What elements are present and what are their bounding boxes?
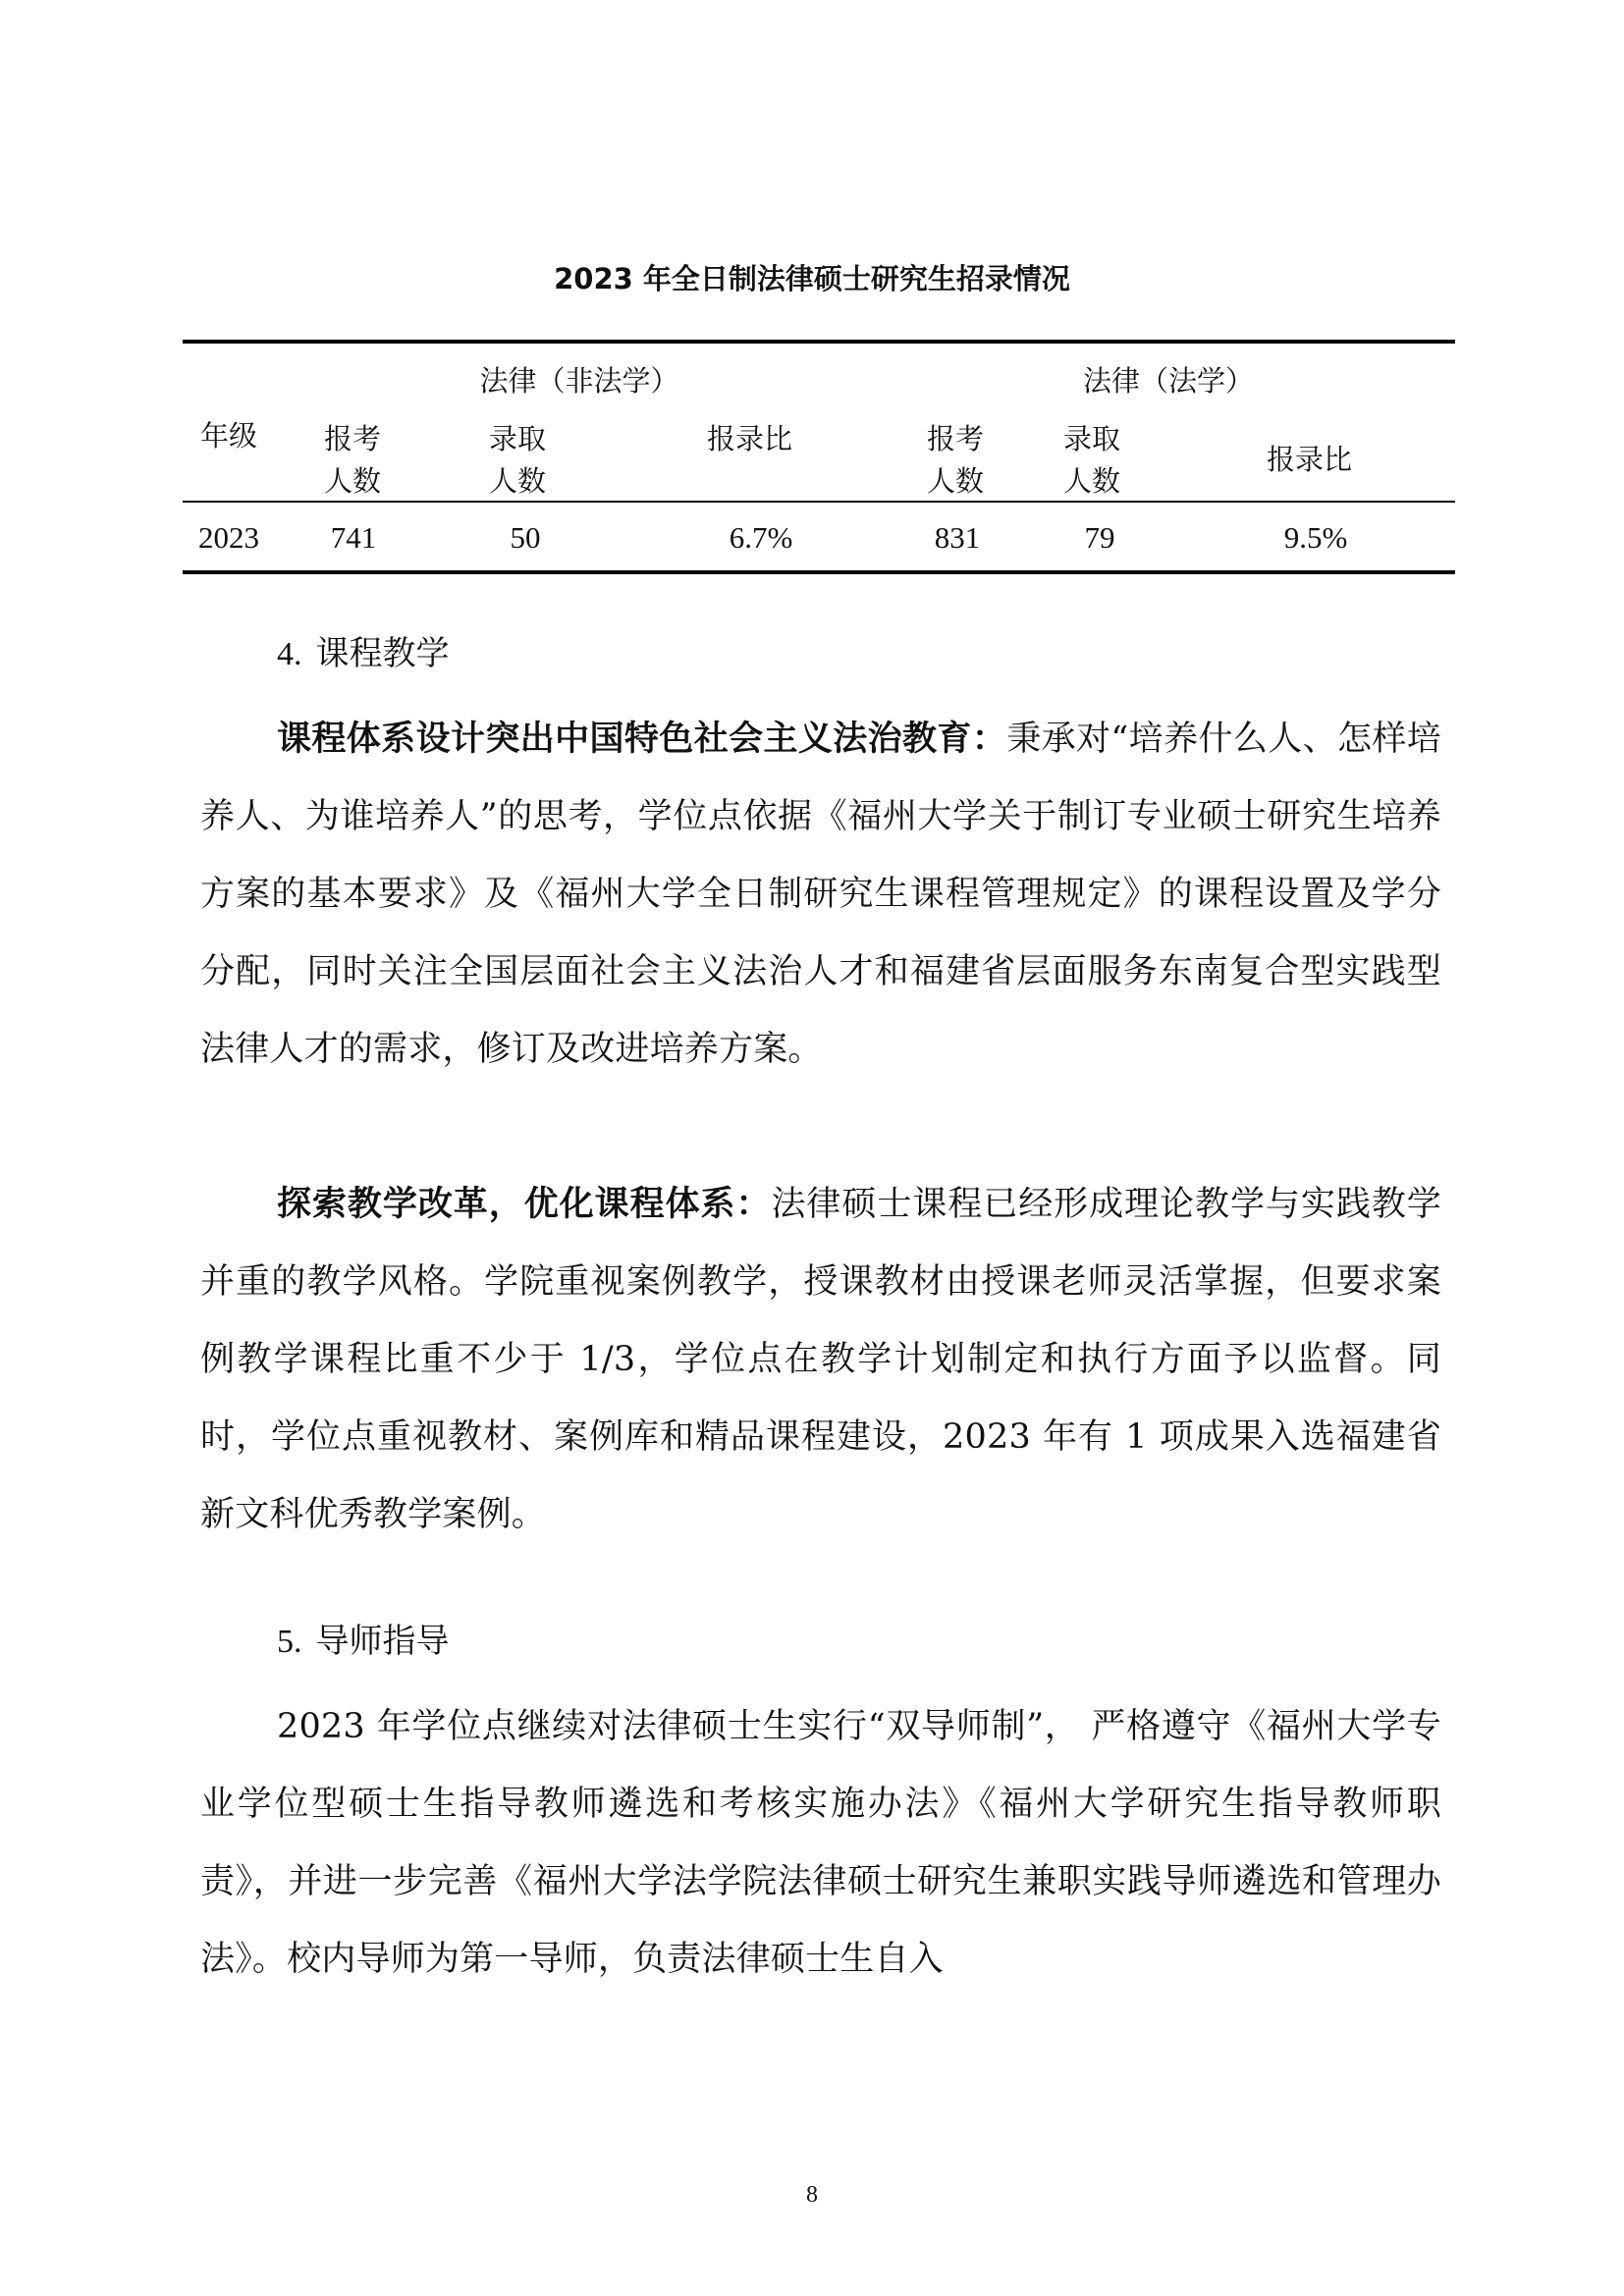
- table-bottom-rule: [183, 570, 1455, 574]
- header-law-applicants-1: 报考: [927, 422, 985, 455]
- cell-nonlaw-ratio: 6.7%: [729, 520, 793, 555]
- section-4-p1-text: 秉承对“培养什么人、怎样培养人、为谁培养人”的思考，学位点依据《福州大学关于制订专业硕士研究生培养方案的基本要求》及《福州大学全日制研究生课程管理规定》的课程设置及学分分配，同时关注全国层面社会主义法治人才和福建省层面服务东南复合型实践型法律人才的需求，修订及改进培养方案。: [200, 720, 1442, 1069]
- cell-nonlaw-applicants: 741: [330, 520, 377, 555]
- section-4-paragraph-1: [200, 701, 1441, 1089]
- header-nonlaw-admitted-1: 录取: [489, 422, 547, 455]
- header-law-admitted-2: 人数: [1063, 464, 1121, 498]
- table-header-rule: [183, 501, 1455, 503]
- section-5-number: 5.: [277, 1624, 302, 1660]
- section-4-heading: [277, 626, 450, 674]
- section-4-p2-lead: 探索教学改革，优化课程体系：: [277, 1185, 772, 1224]
- table-top-rule: [183, 340, 1455, 344]
- section-4-number: 4.: [277, 636, 302, 672]
- section-5-paragraph-1: [200, 1688, 1441, 1999]
- section-5-p1-text: 2023 年学位点继续对法律硕士生实行“双导师制”， 严格遵守《福州大学专业学位型硕士生指导教师遴选和考核实施办法》《福州大学研究生指导教师职责》，并进一步完善《福州大学法学院法律硕士研究生兼职实践导师遴选和管理办法》。校内导师为第一导师，负责法律硕士生自入: [200, 1707, 1441, 1979]
- cell-nonlaw-admitted: 50: [510, 520, 541, 555]
- section-5-heading: [277, 1614, 450, 1662]
- header-law-ratio: 报录比: [1267, 443, 1353, 476]
- group-header-nonlaw: 法律（非法学）: [479, 364, 679, 398]
- header-nonlaw-applicants-1: 报考: [324, 422, 382, 455]
- table-caption: 2023 年全日制法律硕士研究生招录情况: [554, 262, 1070, 295]
- page-number: 8: [806, 2182, 818, 2208]
- section-4-p2-text: 法律硕士课程已经形成理论教学与实践教学并重的教学风格。学院重视案例教学，授课教材由授课老师灵活掌握，但要求案例教学课程比重不少于 1/3，学位点在教学计划制定和执行方面予以监督。同时，学位点重视教材、案例库和精品课程建设，2023 年有 1 项成果入选福建省新文科优秀教学案例。: [200, 1185, 1441, 1534]
- cell-law-admitted: 79: [1084, 520, 1115, 555]
- section-4-paragraph-2: [200, 1166, 1441, 1554]
- group-header-law: 法律（法学）: [1082, 364, 1254, 398]
- header-nonlaw-ratio: 报录比: [707, 422, 793, 455]
- header-law-admitted-1: 录取: [1063, 422, 1121, 455]
- section-4-p1-lead: 课程体系设计突出中国特色社会主义法治教育：: [277, 720, 1007, 759]
- header-law-applicants-2: 人数: [927, 464, 985, 498]
- header-grade: 年级: [200, 419, 258, 453]
- cell-law-ratio: 9.5%: [1283, 520, 1348, 555]
- section-4-title: 课程教学: [315, 634, 450, 673]
- cell-grade: 2023: [198, 520, 259, 555]
- cell-law-applicants: 831: [934, 520, 981, 555]
- section-5-title: 导师指导: [315, 1622, 450, 1661]
- header-nonlaw-admitted-2: 人数: [489, 464, 547, 498]
- header-nonlaw-applicants-2: 人数: [324, 464, 382, 498]
